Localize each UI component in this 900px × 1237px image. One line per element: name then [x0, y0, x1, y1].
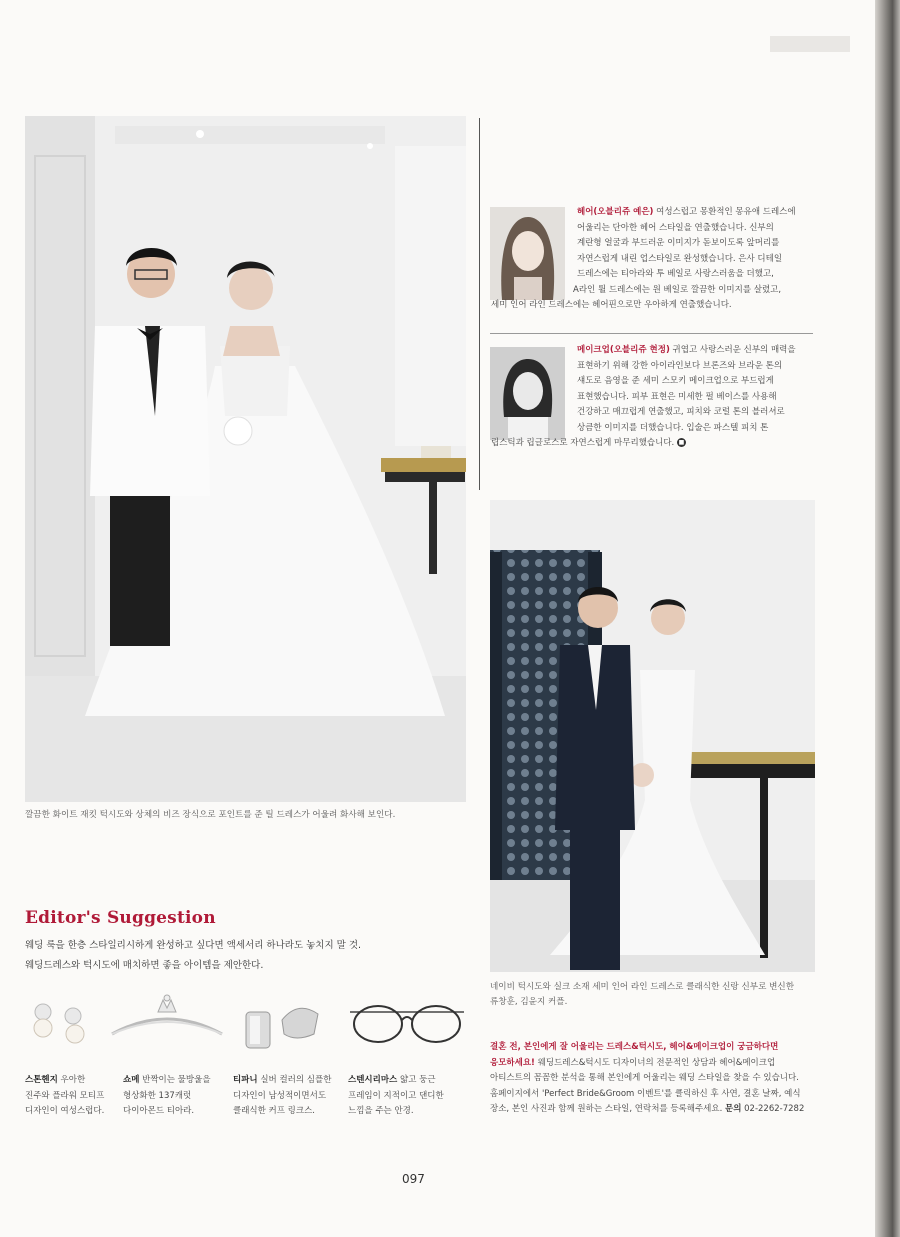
cufflinks-image	[238, 994, 328, 1054]
binding-spine	[875, 0, 900, 1237]
end-mark-icon: ■	[678, 439, 685, 446]
second-photo-caption: 네이비 턱시도와 실크 소재 세미 인어 라인 드레스로 클래식한 신랑 신부로 변신한 류창훈, 김윤지 커플.	[490, 982, 795, 1007]
product-tiffany: 티파니 실버 컬러의 심플한 디자인이 남성적이면서도 클래식한 커프 링크스.	[233, 1075, 332, 1116]
product-eyewear: 스텐시리마스 얇고 둥근 프레임이 지적이고 댄디한 느낌을 주는 안경.	[348, 1075, 444, 1116]
second-wedding-photo	[490, 500, 815, 972]
product-stonehenge: 스톤헨지 우아한 진주와 플라워 모티프 디자인이 여성스럽다.	[25, 1075, 105, 1116]
main-wedding-photo	[25, 116, 466, 802]
contact-label: 문의	[725, 1104, 742, 1114]
main-photo-caption: 깔끔한 화이트 재킷 턱시도와 상체의 비즈 장식으로 포인트를 준 틸 드레스가 어울려 화사해 보인다.	[25, 810, 396, 820]
pearl-earrings-image	[25, 994, 95, 1054]
editors-suggestion-title: Editor's Suggestion	[25, 908, 216, 928]
column-divider	[479, 118, 480, 490]
hair-artist-portrait	[490, 207, 565, 300]
section-tab	[770, 36, 850, 52]
bio-divider	[490, 333, 813, 334]
hair-artist-bio: 헤어(오블리쥬 예은) 여성스럽고 몽환적인 몽유애 드레스에 어울리는 단아한 헤어 스타일을 연출했습니다. 신부의 계란형 얼굴과 부드러운 이미지가 돋보이도록 앞머리를 자연스럽게 내린 업스타일로 완성했습니다. 은사 디테일 드레스에는 티아라와 투 베일로 사랑스러움을 더했고, A라인 튈 드레스에는 원 베일로 깔끔한 이미지를 살렸고, 세미 인어 라인 드레스에는 헤어핀으로만 우아하게 연출했습니다.	[491, 207, 796, 310]
event-promo: 결혼 전, 본인에게 잘 어울리는 드레스&턱시도, 헤어&메이크업이 궁금하다면 응모하세요! 웨딩드레스&턱시도 디자이너의 전문적인 상담과 헤어&메이크업 아티스트의 꼼꼼한 분석을 통해 본인에게 어울리는 웨딩 스타일을 찾을 수 있습니다. 홈페이지에서 'Perfect Bride&Groom 이벤트'를 클릭하신 후 사연, 결혼 날짜, 예식 장소, 본인 사진과 함께 원하는 스타일, 연락처를 등록해주세요. 문의 02-2262-7282	[490, 1042, 805, 1114]
makeup-artist-bio: 메이크업(오블리쥬 현정) 귀엽고 사랑스러운 신부의 매력을 표현하기 위해 강한 아이라인보다 브론즈와 브라운 톤의 섀도로 음영을 준 세미 스모키 메이크업으로 부드럽게 표현했습니다. 피부 표현은 미세한 펄 베이스를 사용해 건강하고 매끄럽게 연출했고, 피치와 코럴 톤의 블러셔로 상큼한 이미지를 더했습니다. 입술은 파스텔 피치 톤 립스틱과 립글로스로 자연스럽게 마무리했습니다. ■	[491, 345, 796, 448]
product-chaumet: 쇼메 반짝이는 물방울을 형상화한 137캐럿 다이아몬드 티아라.	[123, 1075, 211, 1116]
contact-phone: 02-2262-7282	[741, 1104, 805, 1114]
makeup-artist-tag: 메이크업(오블리쥬 현정)	[577, 345, 670, 355]
hair-artist-tag: 헤어(오블리쥬 예은)	[577, 207, 654, 217]
tiara-image	[108, 994, 226, 1054]
editors-suggestion-intro: 웨딩 룩을 한층 스타일리시하게 완성하고 싶다면 액세서리 하나라도 놓치지 말 것. 웨딩드레스와 턱시도에 매치하면 좋을 아이템을 제안한다.	[25, 940, 362, 971]
page-number: 097	[402, 1172, 425, 1186]
glasses-image	[348, 994, 466, 1054]
makeup-artist-portrait	[490, 347, 565, 440]
